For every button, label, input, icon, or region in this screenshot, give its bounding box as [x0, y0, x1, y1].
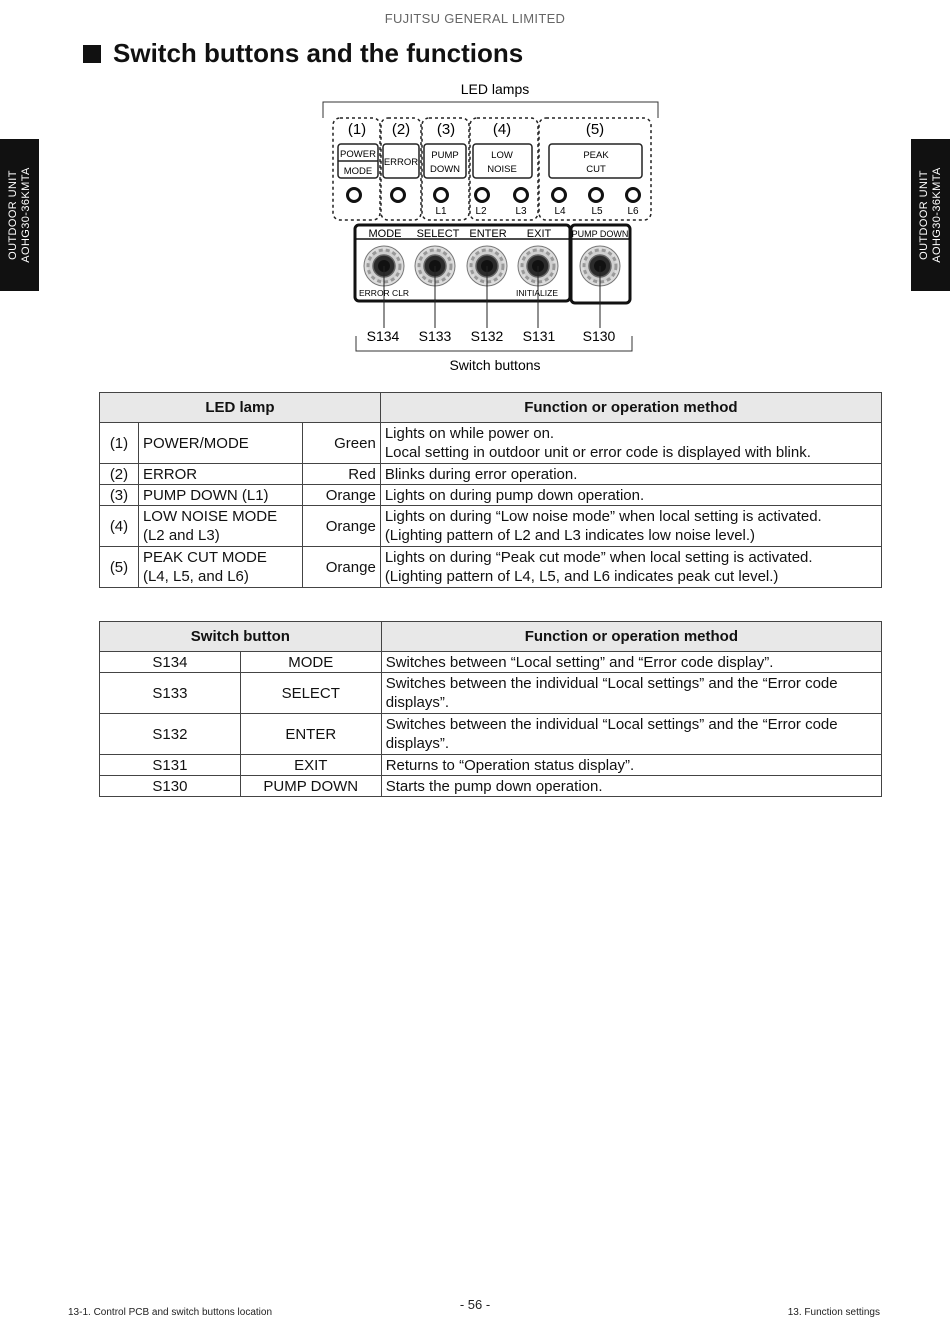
- led-color: Red: [302, 464, 380, 485]
- group-num-2: (2): [391, 121, 411, 138]
- pump-down-panel-label: PUMP DOWN: [571, 229, 629, 239]
- switch-function-line1: Switches between the individual “Local settings” and the “Error code: [385, 716, 838, 733]
- led-function-line1: Lights on during “Low noise mode” when local setting is activated.: [384, 508, 822, 525]
- led-num: (5): [100, 547, 139, 588]
- switch-id-s132: S132: [470, 328, 504, 344]
- switch-function: Starts the pump down operation.: [381, 776, 881, 797]
- error-label: ERROR: [383, 157, 419, 168]
- led-header-left: LED lamp: [100, 393, 381, 423]
- led-function-line1: Lights on during “Peak cut mode” when local setting is activated.: [384, 549, 813, 566]
- switch-diagram: [0, 78, 950, 378]
- switch-function: Switches between “Local setting” and “Error code display”.: [381, 652, 881, 673]
- panel-label-mode: MODE: [368, 228, 402, 240]
- switch-buttons-label: Switch buttons: [449, 357, 541, 373]
- table-row: [100, 755, 882, 776]
- switch-name: EXIT: [240, 755, 381, 776]
- led-color: Orange: [302, 506, 380, 547]
- led-num: (4): [100, 506, 139, 547]
- switch-id: S131: [100, 755, 241, 776]
- page-number: - 56 -: [459, 1297, 491, 1312]
- lamp-label-l4: L4: [554, 206, 566, 217]
- group-num-3: (3): [436, 121, 456, 138]
- led-name-line1: PEAK CUT MODE: [142, 549, 267, 566]
- switch-id-s134: S134: [366, 328, 400, 344]
- led-function: [380, 506, 881, 547]
- led-num: (1): [100, 423, 139, 464]
- switch-name: PUMP DOWN: [240, 776, 381, 797]
- table-row: [100, 485, 882, 506]
- led-lamp-error: [392, 189, 405, 202]
- led-function-line2: (Lighting pattern of L4, L5, and L6 indicates peak cut level.): [384, 568, 779, 585]
- switch-name: ENTER: [240, 714, 381, 755]
- down-label: DOWN: [429, 164, 461, 175]
- diagram-svg: [0, 78, 950, 378]
- led-function-line2: Local setting in outdoor unit or error code is displayed with blink.: [384, 444, 811, 461]
- table-row: [100, 423, 882, 464]
- switch-function-line2: displays”.: [385, 735, 450, 752]
- switch-button-table: [99, 621, 882, 797]
- led-num: (2): [100, 464, 139, 485]
- initialize-label: INITIALIZE: [515, 288, 558, 298]
- side-tab-line1: OUTDOOR UNIT: [6, 170, 19, 260]
- led-lamp-power: [348, 189, 361, 202]
- led-header-right: Function or operation method: [380, 393, 881, 423]
- switch-id-s131: S131: [522, 328, 556, 344]
- panel-label-enter: ENTER: [469, 228, 507, 240]
- switch-header-right: Function or operation method: [381, 622, 881, 652]
- led-function-line1: Lights on while power on.: [384, 425, 555, 442]
- led-name: PUMP DOWN (L1): [138, 485, 302, 506]
- side-tab-line1: OUTDOOR UNIT: [917, 170, 930, 260]
- side-tab-line2: AOHG30-36KMTA: [930, 167, 943, 263]
- peak-label: PEAK: [583, 150, 609, 161]
- led-color: Green: [302, 423, 380, 464]
- square-bullet-icon: [83, 45, 101, 63]
- noise-label: NOISE: [487, 164, 517, 175]
- switch-name: MODE: [240, 652, 381, 673]
- lamp-label-l5: L5: [591, 206, 603, 217]
- led-bracket: [323, 102, 658, 118]
- lamp-label-l3: L3: [515, 206, 527, 217]
- side-tab-line2: AOHG30-36KMTA: [19, 167, 32, 263]
- switch-function: [381, 673, 881, 714]
- led-function: [380, 423, 881, 464]
- switch-function-line2: displays”.: [385, 694, 450, 711]
- led-lamp-table: [99, 392, 882, 588]
- table-row: [100, 464, 882, 485]
- led-function: Blinks during error operation.: [380, 464, 881, 485]
- power-label: POWER: [340, 149, 376, 160]
- group-num-5: (5): [585, 121, 605, 138]
- section-title: [83, 38, 523, 69]
- lamp-label-l1: L1: [435, 206, 447, 217]
- table-row: [100, 547, 882, 588]
- lamp-label-l2: L2: [475, 206, 487, 217]
- led-function: Lights on during pump down operation.: [380, 485, 881, 506]
- switch-id: S133: [100, 673, 241, 714]
- table-header-row: [100, 622, 882, 652]
- table-header-row: [100, 393, 882, 423]
- led-lamp-l3: [515, 189, 528, 202]
- led-lamps-label: LED lamps: [460, 81, 530, 97]
- led-color: Orange: [302, 547, 380, 588]
- led-color: Orange: [302, 485, 380, 506]
- led-function: [380, 547, 881, 588]
- switch-function: [381, 714, 881, 755]
- low-label: LOW: [491, 150, 513, 161]
- table-row: [100, 714, 882, 755]
- led-function-line2: (Lighting pattern of L2 and L3 indicates low noise level.): [384, 527, 756, 544]
- led-lamp-l2: [476, 189, 489, 202]
- led-lamp-l5: [590, 189, 603, 202]
- lamp-label-l6: L6: [627, 206, 639, 217]
- cut-label: CUT: [586, 164, 606, 175]
- led-name: [138, 547, 302, 588]
- table-row: [100, 506, 882, 547]
- switch-id: S130: [100, 776, 241, 797]
- group-num-1: (1): [347, 121, 367, 138]
- led-name: ERROR: [138, 464, 302, 485]
- switch-function-line1: Switches between the individual “Local settings” and the “Error code: [385, 675, 838, 692]
- led-lamp-l4: [553, 189, 566, 202]
- led-name-line1: LOW NOISE MODE: [142, 508, 278, 525]
- led-name: POWER/MODE: [138, 423, 302, 464]
- led-lamp-l1: [435, 189, 448, 202]
- switch-name: SELECT: [240, 673, 381, 714]
- table-row: [100, 673, 882, 714]
- panel-label-select: SELECT: [416, 228, 460, 240]
- table-row: [100, 776, 882, 797]
- error-clr-label: ERROR CLR: [359, 288, 410, 298]
- switch-id: S132: [100, 714, 241, 755]
- switch-function: Returns to “Operation status display”.: [381, 755, 881, 776]
- mode-label: MODE: [343, 166, 373, 177]
- led-name-line2: (L2 and L3): [142, 527, 220, 544]
- table-row: [100, 652, 882, 673]
- switch-id: S134: [100, 652, 241, 673]
- footer-left: 13-1. Control PCB and switch buttons location: [68, 1307, 272, 1318]
- led-name: [138, 506, 302, 547]
- section-title-text: Switch buttons and the functions: [113, 38, 524, 68]
- company-header: FUJITSU GENERAL LIMITED: [384, 11, 566, 26]
- panel-label-exit: EXIT: [526, 228, 552, 240]
- pump-label: PUMP: [431, 150, 459, 161]
- led-lamp-l6: [627, 189, 640, 202]
- switch-id-s130: S130: [582, 328, 616, 344]
- switch-id-s133: S133: [418, 328, 452, 344]
- led-num: (3): [100, 485, 139, 506]
- group-num-4: (4): [492, 121, 512, 138]
- switch-header-left: Switch button: [100, 622, 382, 652]
- led-name-line2: (L4, L5, and L6): [142, 568, 249, 585]
- footer-right: 13. Function settings: [787, 1307, 880, 1318]
